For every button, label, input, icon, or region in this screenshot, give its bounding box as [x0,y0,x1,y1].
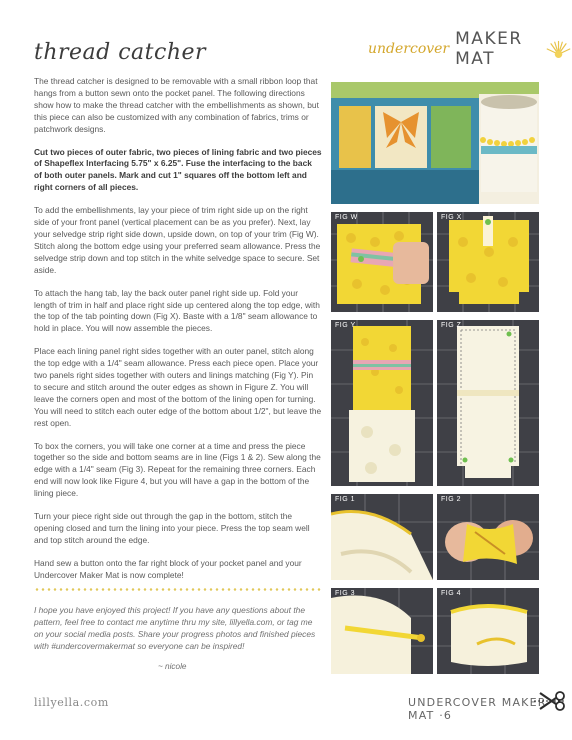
paragraph-intro: The thread catcher is designed to be removable with a small ribbon loop that hangs from a button sewn onto the pocket panel. The following directions show how to make the thread catcher with the embellishments as shown, but this piece can also be customized with any combination of fabrics, trims or patchwork designs. [34,76,319,134]
paragraph-embellish: To add the embellishments, lay your piece of trim right side up on the right side of your front panel (vertical placement can be as you prefer). Next, lay your selvedge strip right side down, upside down, on top of your trim (Fig W). Stitch along the bottom edge using your preferred seam allowance. Press the selvedge strip down and top stitch in the white selvedge space to secure. Set aside. [34,205,321,275]
figure-label: FIG Y [335,322,356,329]
figure-4 [437,588,539,674]
footer-title: UNDERCOVER MAKER MAT [408,696,547,722]
figure-y-art [331,320,433,486]
hero-photo-art [331,82,539,204]
figure-2-art [437,494,539,580]
figure-3-art [331,588,433,674]
paragraph-button: Hand sew a button onto the far right block of your pocket panel and your Undercover Maker Mat is now complete! [34,557,302,580]
figure-label: FIG W [335,214,358,221]
instructions-body [34,76,322,593]
page-number: 6 [443,709,453,722]
figure-z-art [437,320,539,486]
brand-prefix: undercover [368,41,450,57]
figure-label: FIG Z [441,322,462,329]
figure-4-art [437,588,539,674]
figure-1-art [331,494,433,580]
figure-label: FIG 4 [441,590,462,597]
figure-w [331,212,433,312]
footer-separator: · [439,709,444,722]
sunburst-icon [545,34,572,64]
footer-site: lillyella.com [34,696,109,709]
scissors-icon [534,690,568,712]
paragraph-turn: Turn your piece right side out through the gap in the bottom, stitch the opening closed and turn the lining into your piece. Press the top seam well and top stitch around the edge. [34,511,310,545]
figure-x-art [437,212,539,312]
paragraph-cut: Cut two pieces of outer fabric, two pieces of lining fabric and two pieces of Shapeflex Interfacing 5.75" x 6.25". Fuse the interfacing to the back of both outer panels. Mark and cut 1" squares off the bottom left and right corners of all pieces. [34,146,322,193]
page-title: thread catcher [34,40,207,65]
paragraph-hang-tab: To attach the hang tab, lay the back outer panel right side up. Fold your length of trim in half and place right side up centered along the top edge, with the top of the tab pointing down (Fig X). Baste with a 1/8" seam allowance to hold in place. You will now assemble the pieces. [34,287,320,334]
figure-1 [331,494,433,580]
figure-3 [331,588,433,674]
dotted-divider [34,588,322,591]
figure-y [331,320,433,486]
brand-name: MAKER MAT [455,29,523,69]
paragraph-box-corners: To box the corners, you will take one corner at a time and press the piece together so the side and bottom seams are in line (Figs 1 & 2). Sew along the edge with a 1/4" seam (Fig 3). Repeat for the remaining three corners. Each end will now look like Figure 4, but you will have a gap in the bottom of the lining piece. [34,440,321,499]
paragraph-assemble: Place each lining panel right sides together with an outer panel, stitch along the top edge with a 1/4" seam allowance. Press each piece open. Place your two panels right sides together with outers and linings matching (Fig Y). Pin to secure and stitch around the outer edges as shown in Figure Z. You will leave the corners open and most of the bottom of the lining open for turning. You will need to stitch each outer edge of the bottom about 1/2", but leave the rest open. [34,346,322,428]
figure-label: FIG 1 [335,496,356,503]
figure-label: FIG X [441,214,462,221]
figure-2 [437,494,539,580]
figure-z [437,320,539,486]
figure-label: FIG 2 [441,496,462,503]
figure-w-art [331,212,433,312]
closing-note: I hope you have enjoyed this project! If you have any questions about the pattern, feel free to contact me anytime thru my site, lillyella.com, or tag me on your social media posts. Share your progress photos and finished pieces with #undercovermakermat so everyone can be inspired! [34,605,316,651]
hero-photo [331,82,539,204]
brand-logo [368,29,572,69]
figure-label: FIG 3 [335,590,356,597]
figure-x [437,212,539,312]
signature: ~ nicole [158,662,187,671]
